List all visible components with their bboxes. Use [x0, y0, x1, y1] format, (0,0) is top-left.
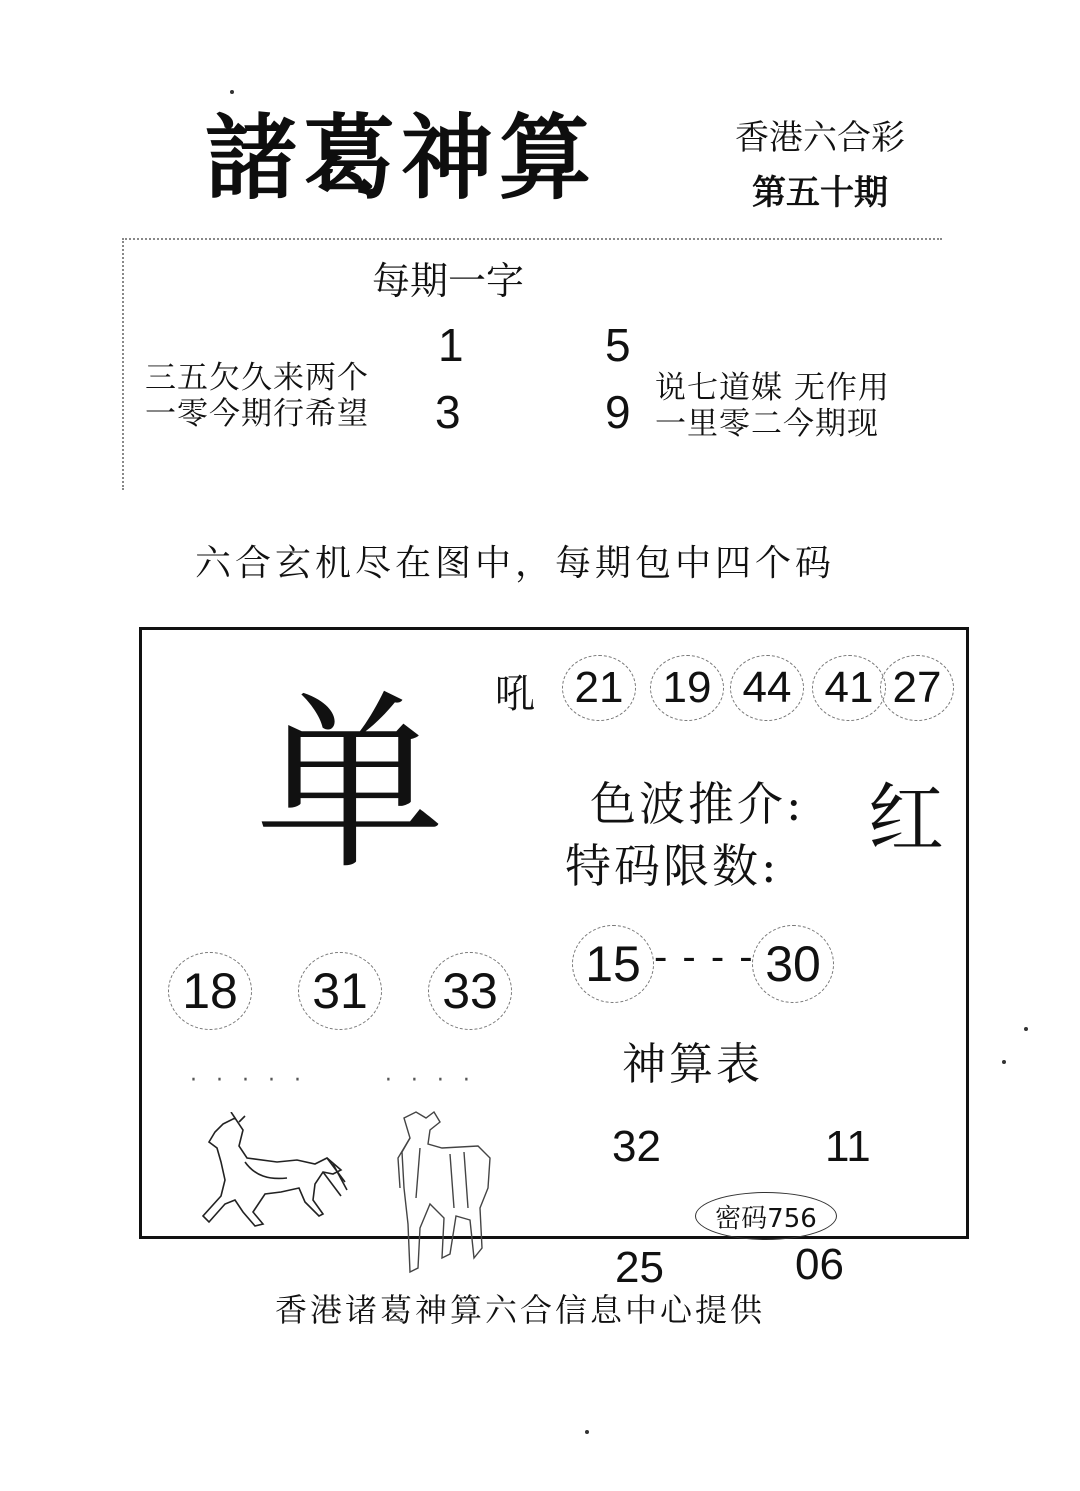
color-wave-value: 红 — [868, 774, 944, 863]
top-prefix: 吼 — [495, 671, 535, 717]
issue-number: 第五十期 — [752, 173, 888, 213]
range-start-circle: 15 — [572, 925, 654, 1003]
top-number-circle: 44 — [730, 655, 804, 721]
mid-number-circle: 33 — [428, 952, 512, 1030]
range-end-circle: 30 — [752, 925, 834, 1003]
mid-number-circle: 18 — [168, 952, 252, 1030]
right-verse-line-1: 说七道媒 无作用 — [655, 370, 890, 406]
top-number-circle: 21 — [562, 655, 636, 721]
word-number: 3 — [435, 386, 461, 438]
lottery-name: 香港六合彩 — [735, 118, 905, 158]
top-number-circle: 27 — [880, 655, 954, 721]
word-number: 1 — [438, 319, 464, 371]
word-number: 9 — [605, 386, 631, 438]
scan-speck — [1002, 1060, 1006, 1064]
word-number: 5 — [605, 319, 631, 371]
left-verse-line-1: 三五欠久来两个 — [145, 360, 369, 396]
left-verse-line-2: 一零今期行希望 — [145, 396, 369, 432]
mid-number-circle: 31 — [298, 952, 382, 1030]
slogan: 六合玄机尽在图中，每期包中四个码 — [195, 543, 836, 584]
page-title: 諸葛神算 — [205, 105, 598, 212]
range-dashes: - - - - — [654, 935, 755, 979]
special-range-label: 特码限数: — [565, 839, 780, 893]
footer-credit: 香港诸葛神算六合信息中心提供 — [275, 1291, 766, 1329]
figure-icon — [390, 1108, 500, 1278]
table-title: 神算表 — [622, 1039, 763, 1090]
horse-icon — [195, 1112, 350, 1237]
top-number-circle: 19 — [650, 655, 724, 721]
color-wave-label: 色波推介: — [590, 777, 805, 831]
top-number-circle: 41 — [812, 655, 886, 721]
scan-speck — [585, 1430, 589, 1434]
scan-speck — [230, 90, 234, 94]
scan-speck — [1024, 1027, 1028, 1031]
dotted-marks: · · · · · · · · · — [190, 1068, 476, 1093]
big-character: 单 — [255, 674, 446, 895]
password-oval: 密码756 — [695, 1192, 837, 1240]
table-number: 25 — [615, 1243, 664, 1292]
table-number: 06 — [795, 1240, 844, 1289]
right-verse-line-2: 一里零二今期现 — [655, 406, 879, 442]
table-number: 11 — [825, 1122, 871, 1171]
table-number: 32 — [612, 1122, 661, 1171]
word-box-heading: 每期一字 — [372, 259, 525, 303]
